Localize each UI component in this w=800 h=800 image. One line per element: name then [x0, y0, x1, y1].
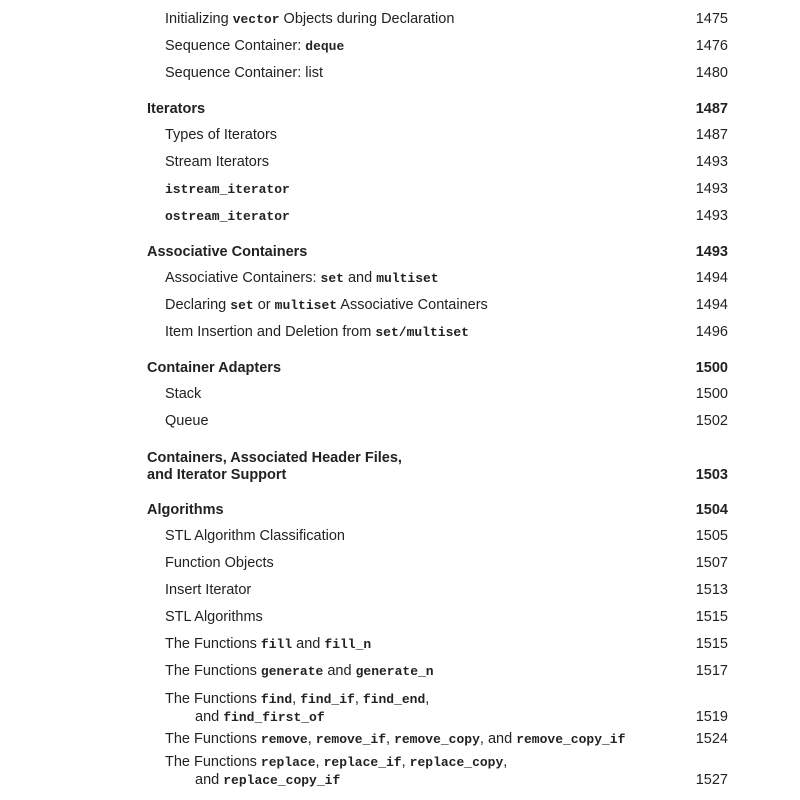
- toc-entry-title: [165, 297, 488, 314]
- title-text: Sequence Container:: [165, 38, 306, 54]
- toc-entry-title: [165, 386, 201, 403]
- title-text: or: [253, 297, 275, 313]
- page-number: 1494: [695, 297, 728, 313]
- page-number: 1517: [695, 663, 728, 679]
- page-number: 1502: [695, 413, 728, 429]
- title-text: Algorithms: [147, 502, 224, 518]
- code-term: generate: [260, 664, 324, 679]
- page-number: 1475: [695, 11, 728, 27]
- title-text: ,: [307, 731, 316, 747]
- toc-entry-title: [147, 360, 281, 377]
- code-term: replace_copy: [409, 755, 504, 770]
- toc-entry-title: [165, 208, 290, 225]
- page-number: 1504: [695, 502, 728, 518]
- toc-entry-title: [147, 502, 224, 519]
- page-number: 1476: [695, 38, 728, 54]
- toc-entry-title: [165, 11, 454, 28]
- title-text: and: [292, 636, 325, 652]
- title-text: Types of Iterators: [165, 127, 278, 143]
- toc-entry-title: [165, 754, 507, 771]
- code-term: find_end: [362, 692, 426, 707]
- title-text: Iterators: [147, 101, 206, 117]
- title-text: Initializing: [165, 11, 233, 27]
- title-text: ,: [292, 691, 301, 707]
- title-text: , and: [479, 731, 517, 747]
- page-number: 1480: [695, 65, 728, 81]
- title-text: ,: [425, 691, 430, 707]
- title-text: The Functions: [165, 663, 261, 679]
- code-term: find_first_of: [223, 710, 325, 725]
- title-text: ,: [503, 754, 508, 770]
- title-text: The Functions: [165, 731, 261, 747]
- code-term: set: [320, 271, 344, 286]
- toc-entry-title: [165, 270, 439, 287]
- toc-entry-title: [165, 38, 344, 55]
- title-text: and: [195, 772, 224, 788]
- code-term: multiset: [376, 271, 439, 286]
- title-text: Queue: [165, 413, 209, 429]
- page-number: 1494: [695, 270, 728, 286]
- code-term: replace_copy_if: [223, 773, 341, 788]
- toc-entry-title: [165, 663, 434, 680]
- page-number: 1500: [695, 386, 728, 402]
- title-text: and: [343, 270, 377, 286]
- title-text: Insert Iterator: [165, 582, 252, 598]
- title-text: and: [195, 709, 224, 725]
- toc-entry-title: [165, 636, 371, 653]
- page-number: 1527: [695, 772, 728, 788]
- code-term: generate_n: [355, 664, 434, 679]
- toc-entry-title: [165, 154, 269, 171]
- toc-entry-title: [165, 65, 323, 82]
- page-number: 1500: [695, 360, 728, 376]
- page-number: 1505: [695, 528, 728, 544]
- toc-entry-title: [165, 555, 274, 572]
- toc-entry-title: [165, 582, 251, 599]
- code-term: fill_n: [324, 637, 372, 652]
- code-term: remove_copy_if: [516, 732, 626, 747]
- title-text: Stack: [165, 386, 202, 402]
- title-text: Function Objects: [165, 555, 274, 571]
- page-number: 1493: [695, 244, 728, 260]
- title-text: Associative Containers:: [165, 270, 321, 286]
- page-number: 1515: [695, 636, 728, 652]
- toc-entry-title: [165, 731, 625, 748]
- code-term: remove_copy: [394, 732, 480, 747]
- page-number: 1507: [695, 555, 728, 571]
- code-term: remove: [260, 732, 308, 747]
- title-text: Container Adapters: [147, 360, 282, 376]
- toc-entry-title: [165, 609, 263, 626]
- code-term: istream_iterator: [165, 182, 290, 197]
- toc-entry-title: [147, 450, 402, 467]
- title-text: ,: [386, 731, 395, 747]
- code-term: replace: [260, 755, 316, 770]
- toc-entry-title: [165, 181, 290, 198]
- toc-entry-title: [165, 528, 345, 545]
- title-text: The Functions: [165, 754, 261, 770]
- title-text: ,: [401, 754, 410, 770]
- title-text: Objects during Declaration: [279, 11, 455, 27]
- toc-entry-title: [165, 691, 429, 708]
- toc-entry-title: [165, 324, 469, 341]
- title-text: Stream Iterators: [165, 154, 269, 170]
- page-number: 1515: [695, 609, 728, 625]
- page-number: 1524: [695, 731, 728, 747]
- page-number: 1493: [695, 208, 728, 224]
- page-number: 1519: [695, 709, 728, 725]
- code-term: fill: [260, 637, 293, 652]
- page-number: 1493: [695, 154, 728, 170]
- code-term: remove_if: [315, 732, 387, 747]
- title-text: and Iterator Support: [147, 467, 287, 483]
- title-text: STL Algorithm Classification: [165, 528, 345, 544]
- code-term: find_if: [300, 692, 355, 707]
- toc-entry-title: [147, 101, 205, 118]
- title-text: ,: [354, 691, 363, 707]
- page-number: 1513: [695, 582, 728, 598]
- title-text: Item Insertion and Deletion from: [165, 324, 376, 340]
- title-text: ,: [315, 754, 324, 770]
- title-text: Sequence Container: list: [165, 65, 323, 81]
- toc-entry-title: [147, 467, 286, 484]
- code-term: deque: [305, 39, 345, 54]
- code-term: replace_if: [323, 755, 402, 770]
- title-text: The Functions: [165, 691, 261, 707]
- title-text: Associative Containers: [147, 244, 308, 260]
- title-text: STL Algorithms: [165, 609, 263, 625]
- page-number: 1487: [695, 127, 728, 143]
- toc-entry-title: [195, 709, 325, 726]
- code-term: set/multiset: [375, 325, 469, 340]
- page-number: 1496: [695, 324, 728, 340]
- toc-entry-title: [195, 772, 340, 789]
- code-term: find: [260, 692, 293, 707]
- page-number: 1487: [695, 101, 728, 117]
- title-text: Associative Containers: [337, 297, 488, 313]
- code-term: multiset: [274, 298, 338, 313]
- title-text: Containers, Associated Header Files,: [147, 450, 402, 466]
- toc-entry-title: [165, 127, 277, 144]
- title-text: Declaring: [165, 297, 231, 313]
- toc-entry-title: [165, 413, 209, 430]
- page-number: 1493: [695, 181, 728, 197]
- title-text: The Functions: [165, 636, 261, 652]
- toc-entry-title: [147, 244, 307, 261]
- code-term: ostream_iterator: [165, 209, 290, 224]
- title-text: and: [323, 663, 356, 679]
- code-term: vector: [232, 12, 280, 27]
- code-term: set: [230, 298, 254, 313]
- page-number: 1503: [695, 467, 728, 483]
